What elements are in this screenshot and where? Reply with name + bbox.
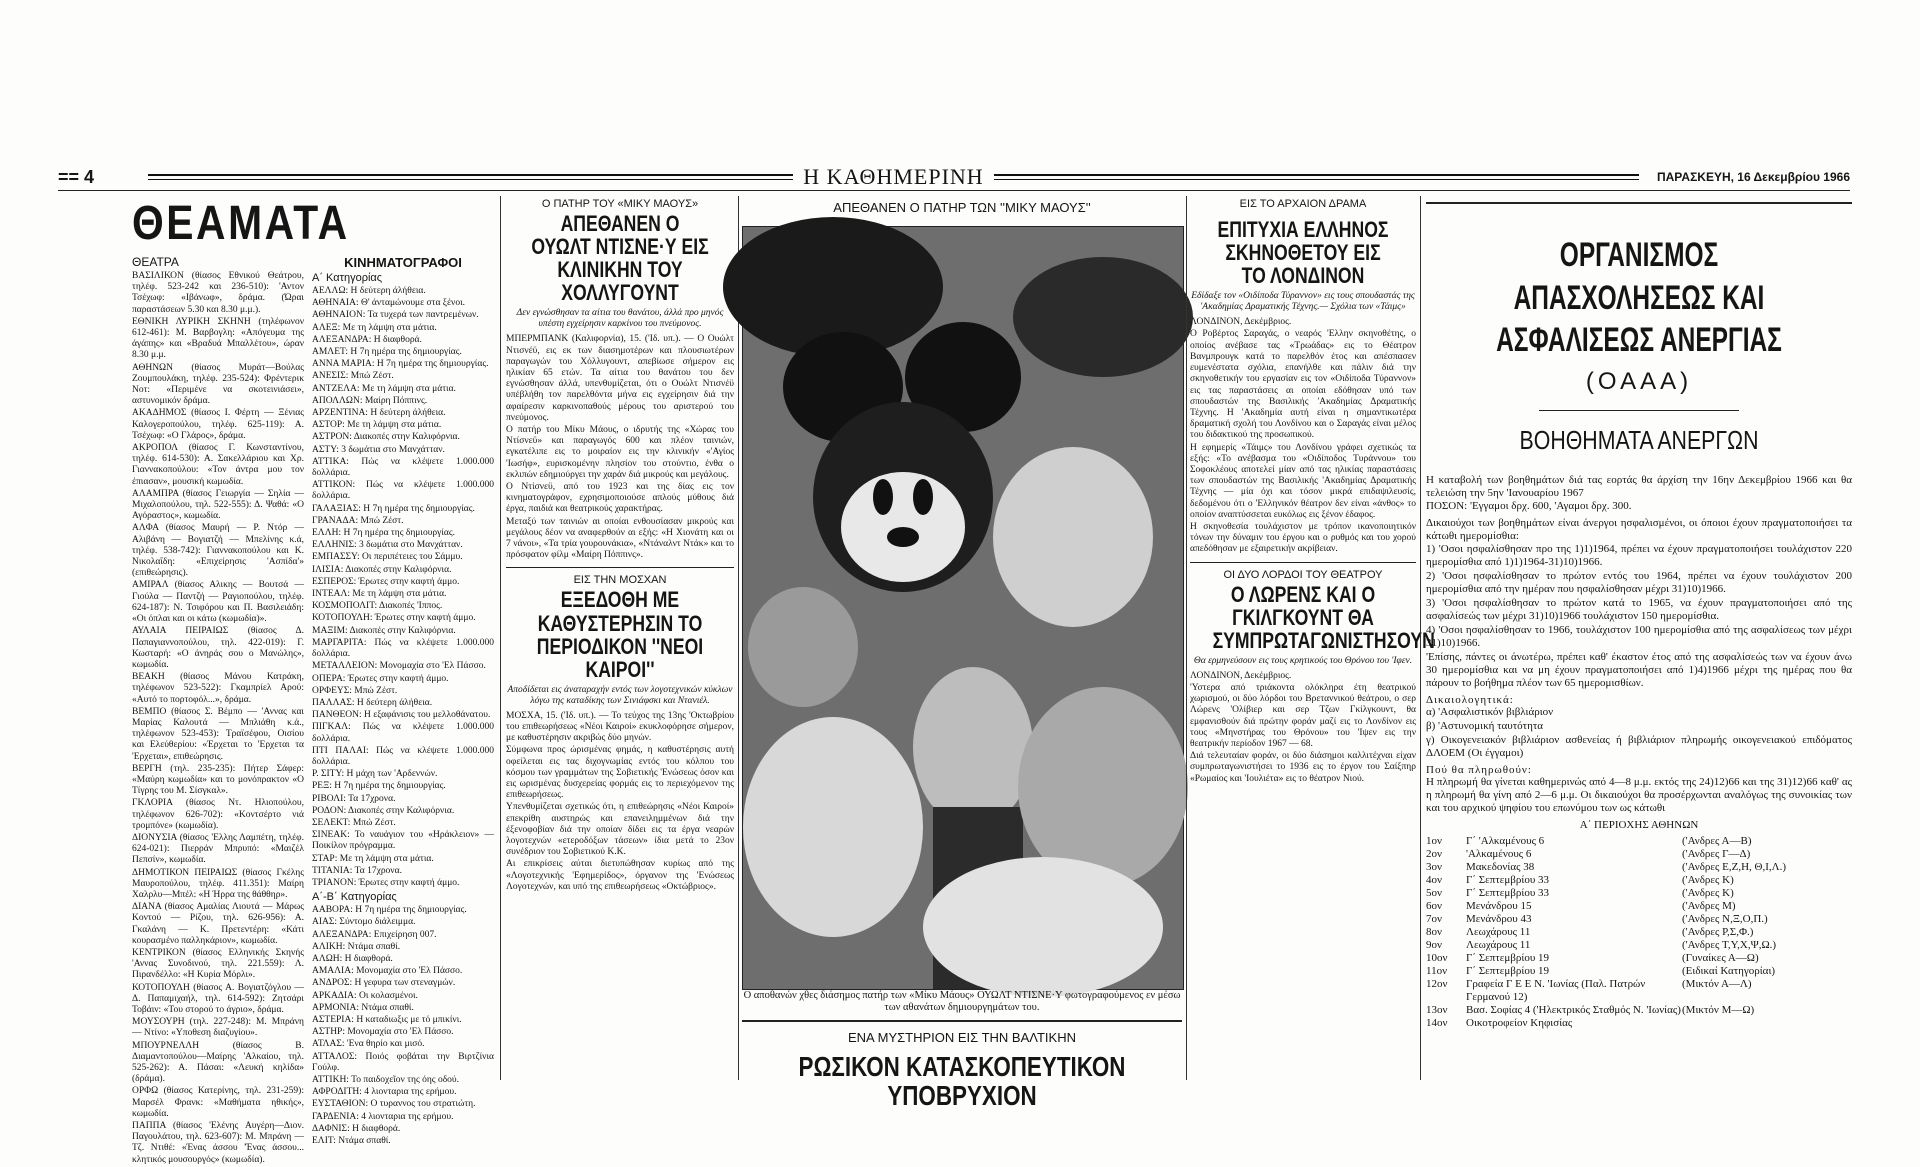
oaaa-condition: 2) 'Οσοι ησφαλίσθησαν το πρώτον εντός του 1964, πρέπει να έχουν τουλάχιστον 200 ημερομίσθια από την ημέραν που ησφαλίσθησαν μέχρι 31)10)1966.: [1426, 569, 1852, 595]
theatre-listing: ΠΑΠΠΑ (θίασος 'Ελένης Αυγέρη—Διον. Παγουλάτου, τηλ. 623-607): Μ. Μπράνη — Τζ. Ντιθέ: «Ένας άσσου 'Ένας άσσου... κλητικός μουσουργός» (κωμωδία).: [132, 1121, 304, 1165]
theatre-listing: ΒΕΑΚΗ (θίασος Μάνου Κατράκη, τηλέφωνον 523-522): Γκαμπρίελ Αρού: «Αυτό το πορτοφόλ...», δράμα.: [132, 672, 304, 705]
theatre-listing: ΑΚΑΔΗΜΟΣ (θίασος Ι. Φέρτη — Ξένιας Καλογεροπούλου, τηλέφ. 625-119): Α. Τσέχωφ: «Ο Γλάρος», δράμα.: [132, 408, 304, 441]
cinema-listing: ΙΛΙΣΙΑ: Διακοπές στην Καλιφόρνια.: [312, 564, 452, 575]
cinema-listing: ΑΜΛΕΤ: Η 7η ημέρα της δημιουργίας.: [312, 347, 462, 358]
cinema-listing: ΑΕΛΛΩ: Η δεύτερη άλήθεια.: [312, 286, 426, 296]
table-cell: 12ον: [1426, 977, 1448, 990]
theatre-header: ΘΕΑΤΡΑ: [132, 255, 179, 269]
cinema-listing: ΑΙΑΣ: Σύντομο διάλειμμα.: [312, 917, 416, 928]
table-cell: (Γυναίκες Α—Ω): [1682, 951, 1759, 964]
oaaa-notice: [1426, 202, 1852, 1080]
cinema-listing: ΑΛΕΞΑΝΔΡΑ: Επιχείρηση 007.: [312, 929, 437, 940]
cinema-listing: ΡΙΒΟΛΙ: Τα 17χρονα.: [312, 793, 396, 804]
table-cell: (Ειδικαί Κατηγορίαι): [1682, 964, 1776, 977]
cinema-listing: ΑΜΑΛΙΑ: Μονομαχία στο 'Ελ Πάσσο.: [312, 966, 463, 977]
theatre-listing: ΑΛΑΜΠΡΑ (θίασος Γειωργία — Σηλία — Μιχαλοπούλου, τηλ. 522-555): Δ. Ψαθά: «Ο Αγόραστος», κωμωδία.: [132, 488, 304, 522]
cinema-listing: ΑΛΩΗ: Η διαφθορά.: [312, 953, 393, 964]
disney-kicker: Ο ΠΑΤΗΡ ΤΟΥ «ΜΙΚΥ ΜΑΟΥΣ»: [541, 198, 699, 210]
cinema-listing: ΠΑΝΘΕΟΝ: Η εξαφάνισις του μελλοθάνατου.: [312, 710, 491, 721]
article-paragraph: ΜΟΣΧΑ, 15. ('Ιδ. υπ.). — Το τεύχος της 13ης 'Οκτωβρίου του επιθεωρήσεως «Νέοι Καιροί» εκυκλοφόρησε σήμερον, με καθυστέρησιν ακριβώς δύο μηνών.: [506, 710, 734, 744]
table-row: [1426, 939, 1852, 952]
cinema-listing: ΣΙΝΕΑΚ: Το ναυάγιον του «Ηράκλειον» — Ποικίλον πρόγραμμα.: [312, 830, 494, 852]
theamata-title: ΘΕΑΜΑΤΑ: [132, 197, 350, 250]
cinema-listing: ΑΠΟΛΛΩΝ: Μαίρη Πόππινς.: [312, 395, 428, 406]
oaaa-title: ΟΡΓΑΝΙΣΜΟΣ ΑΠΑΣΧΟΛΗΣΕΩΣ ΚΑΙ ΑΣΦΑΛΙΣΕΩΣ ΑΝΕΡΓΙΑΣ: [1496, 236, 1782, 359]
theatre-listing: ΜΟΥΣΟΥΡΗ (τηλ. 227-248): Μ. Μπράνη — Ντίνο: «Υποθεση διαζυγίου».: [132, 1017, 304, 1039]
moscow-body: [506, 711, 734, 893]
cinema-listing: ΙΝΤΕΑΛ: Με τη λάμψη στα μάτια.: [312, 589, 447, 600]
table-cell: Λεωχάρους 11: [1466, 938, 1531, 951]
cinema-listing: ΡΟΔΟΝ: Διακοπές στην Καλιφόρνια.: [312, 805, 455, 816]
table-row: [1426, 874, 1852, 887]
table-cell: [1682, 1017, 1852, 1030]
table-row: [1426, 835, 1852, 848]
table-cell: Γ΄ Σεπτεμβρίου 33: [1466, 873, 1550, 886]
cinema-listing: ΤΙΤΑΝΙΑ: Τα 17χρονα.: [312, 865, 402, 876]
oaaa-docs: [1426, 706, 1852, 760]
cinema-listing: ΑΝΝΑ ΜΑΡΙΑ: Η 7η ημέρα της δημιουργίας.: [312, 359, 489, 370]
lords-kicker: ΟΙ ΔΥΟ ΛΟΡΔΟΙ ΤΟΥ ΘΕΑΤΡΟΥ: [1223, 568, 1383, 581]
cinema-listing: ΑΝΔΡΟΣ: Η γεφυρα των στεναγμών.: [312, 978, 456, 989]
column-divider: [738, 196, 739, 1080]
cinema-category-a: Α΄ Κατηγορίας: [312, 272, 383, 284]
table-cell: 'Αλκαμένους 6: [1466, 847, 1532, 860]
article-paragraph: ΜΠΕΡΜΠΑΝΚ (Καλιφορνία), 15. ('Ιδ. υπ.). — Ο Ουώλτ Ντισνέϋ, εις εκ των διασημοτέρων και πλουσιωτέρων παραγωγών του Χόλλυγουντ, απεβίωσε σήμερον εις ηλικίαν 65 ετών. Τα αίτια του θανάτου του δεν εγνώσθησαν άλλά, υπενθυμίζεται, ότι ο Ουώλτ Ντισνέϋ υπέβλήθη τον παρελθόντα μήνα εις εγχείρησιν διά την αφαίρεσιν καρκινοπαθούς μέρους του αριστερού του πνεύμονος.: [506, 334, 734, 423]
cinema-listing: ΟΡΦΕΥΣ: Μπώ Ζέστ.: [312, 685, 398, 696]
cinema-listing: ΕΛΛΗ: Η 7η ημέρα της δημιουργίας.: [312, 528, 456, 539]
oaaa-payment-table: [1426, 835, 1852, 1030]
table-cell: ('Ανδρες Ρ,Σ,Φ.): [1682, 925, 1754, 938]
article-paragraph: 'Υστερα από τριάκοντα ολόκληρα έτη θεατρικού χωρισμού, οι δύο λόρδοι του Βρεταννικού θεάτρου, ο σερ Λώρενς 'Ολίβιερ και σερ Τζων Γκίλγκουντ, θα εμφανισθούν διά πρώτην φοράν μαζί εις το Λονδίνον εις τους «Μηνστήρας του Θρόνου» του 'Ιψεν εις την θεατρικήν περίοδον 1967 — 68.: [1190, 683, 1416, 750]
cinema-listing: ΑΣΤΟΡ: Με τη λάμψη στα μάτια.: [312, 420, 442, 431]
baltic-headline: ΡΩΣΙΚΟΝ ΚΑΤΑΣΚΟΠΕΥΤΙΚΟΝ ΥΠΟΒΡΥΧΙΟΝ: [798, 1051, 1126, 1112]
table-cell: ('Ανδρες Τ,Υ,Χ,Ψ,Ω.): [1682, 938, 1777, 951]
cinema-listing: ΔΑΦΝΙΣ: Η διαφθορά.: [312, 1123, 401, 1134]
article-paragraph: Ο Ντίσνεϋ, από του 1923 και της δίας εις τον κινηματογράφον, εχρησιμοποιούσε απλούς μύθους διά έργα, παιδιά και θεατρικούς χαρακτήρας.: [506, 482, 734, 515]
cinema-column: [312, 253, 494, 1167]
cinema-listing: ΟΠΕΡΑ: Έρωτες στην καφτή άμμο.: [312, 673, 449, 684]
cinema-ab-listings: [312, 905, 494, 1147]
table-cell: 14ον: [1426, 1016, 1448, 1029]
cinema-listing: ΜΑΞΙΜ: Διακοπές στην Καλιφόρνια.: [312, 625, 456, 636]
column-divider: [500, 196, 501, 1080]
table-cell: Οικοτροφείον Κηφισίας: [1466, 1016, 1573, 1029]
cinema-listing: ΕΣΠΕΡΟΣ: Έρωτες στην καφτή άμμο.: [312, 576, 460, 587]
table-cell: ('Ανδρες Γ—Δ): [1682, 847, 1751, 860]
cinema-listing: ΑΛΕΞ: Με τη λάμψη στα μάτια.: [312, 322, 437, 333]
article-paragraph: Ο Ροβέρτος Σαραγάς, ο νεαρός 'Ελλην σκηνοθέτης, ο οποίος ανέβασε τας «Τρωάδας» εις το Θέατρον Βανμπρουγκ κατά το παρελθόν έτος και απέσπασεν ευμενέστατα σχόλια, επανήλθε και πάλιν διά την σκηνοθετικήν του εργασίαν εις τον «Οιδίποδα Τύραννον» εις τας παραστάσεις αι οποίαι εδόθησαν υπό των σπουδαστών της Βασιλικής 'Ακαδημίας Δραματικής Τέχνης. Η 'Ακαδημία αυτή είναι η σημαντικωτέρα δραματική σχολή του Λονδίνου και ο Σαραγάς είναι μέλος του διδακτικού της προσωπικού.: [1190, 329, 1416, 441]
theamata-section: [132, 196, 494, 1165]
table-cell: 9ον: [1426, 938, 1442, 951]
cinema-listing: ΡΕΞ: Η 7η ημέρα της δημιουργίας.: [312, 781, 446, 792]
masthead: [58, 166, 1850, 188]
oaaa-document: β) 'Αστυνομική ταυτότητα: [1426, 719, 1544, 732]
theatre-listing: ΑΘΗΝΩΝ (θίασος Μυράτ—Βούλας Ζουμπουλάκη, τηλέφ. 235-524): Φρέντερικ Νοτ: «Περιμένε να σκοτεινιάσει», αστυνομικόν δράμα.: [132, 362, 304, 407]
cinema-listing: ΠΑΛΛΑΣ: Η δεύτερη άλήθεια.: [312, 697, 433, 708]
table-row: [1426, 913, 1852, 926]
cinema-a-listings: [312, 286, 494, 889]
oaaa-eligibility: Δικαιούχοι των βοηθημάτων είναι άνεργοι ησφαλισμένοι, οι όποιοι έχουν πραγματοποιήσει τα κάτωθι ημερομίσθια:: [1426, 516, 1852, 542]
article-paragraph: ΛΟΝΔΙΝΟΝ, Δεκέμβριος.: [1190, 317, 1292, 328]
article-paragraph: Διά τελευταίαν φοράν, οι δύο διάσημοι καλλιτέχναι είχαν συμπρωταγωνιστήσει το 1936 εις το έργον του Σαίξπηρ «Ρωμαίος και 'Ιουλιέτα» εις το θέατρον Νιού.: [1190, 751, 1416, 784]
table-cell: Λεωχάρους 11: [1466, 925, 1531, 938]
article-paragraph: Αι επικρίσεις αύται διετυπώθησαν κυρίως από της «Λογοτεχνικής 'Εφημερίδος», όργανον της 'Ενώσεως Λογοτεχνών, και υπό της επιθεωρήσεως «Οκτώβριος».: [506, 859, 734, 892]
theatre-listing: ΑΛΦΑ (θίασος Μαυρή — Ρ. Ντόρ — Αλιβάνη — Βογιατζή — Μπελίνης κ.ά, τηλέφ. 538-742): Γιαννακοπούλου και Κ. Νικολαΐδη: «Επιχείρησις 'Ασπίδα'» (επιθεώρησις).: [132, 523, 304, 579]
cinema-listing: ΕΛΙΤ: Ντάμα σπαθί.: [312, 1136, 391, 1147]
table-cell: 10ον: [1426, 951, 1448, 964]
table-cell: 11ον: [1426, 964, 1448, 977]
article-paragraph: Ο πατήρ του Μίκυ Μάους, ο ιδρυτής της «Χώρας του Ντίσνεϋ» και παραγωγός 600 και πλέον ταινιών, εγκατέλιπε εις το μοιραίον εις την κλινικήν «'Αγίος 'Ιωσήφ», ευρισκομένην πλησίον του στούντιο, ένθα ο εκλιπών εδημιούργει την χαράν διά μικρούς και μεγάλους.: [506, 425, 734, 480]
theatre-listing: ΔΙΟΝΥΣΙΑ (θίασος 'Ελλης Λαμπέτη, τηλέφ. 624-021): Πιερράν Μπρυπό: «Μαιζέλ Πεπσίν», κωμωδία.: [132, 832, 304, 866]
page-number: == 4: [58, 166, 95, 187]
table-cell: 13ον: [1426, 1003, 1448, 1016]
table-cell: 4ον: [1426, 873, 1442, 886]
cinema-listing: ΑΣΤΥ: 3 δωμάτια στο Μανχάτταν.: [312, 444, 445, 455]
column-divider: [1420, 196, 1421, 1080]
oaaa-subtitle: ΒΟΗΘΗΜΑΤΑ ΑΝΕΡΓΩΝ: [1519, 424, 1759, 455]
disney-body: [506, 334, 734, 561]
table-cell: Βασ. Σοφίας 4 ('Ηλεκτρικός Σταθμός Ν. 'Ιωνίας): [1466, 1003, 1681, 1016]
drama-lede: Εδίδαξε τον «Οιδίποδα Τύραννον» εις τους σπουδαστάς της 'Ακαδημίας Δραματικής Τέχνης.— Σχόλια των «Τάιμς»: [1191, 291, 1415, 313]
oaaa-where-header: Πού θα πληρωθούν:: [1426, 763, 1532, 776]
cinema-category-ab: Α΄-Β΄ Κατηγορίας: [312, 891, 397, 904]
cinema-listing: ΑΡΜΟΝΙΑ: Ντάμα σπαθί.: [312, 1002, 414, 1013]
article-paragraph: Σύμφωνα προς ώρισμένας φημάς, η καθυστέρησις αυτή οφείλεται εις τας διχογνωμίας εντός του κόλπου του κόσμου των γραμμάτων της Σοβιετικής 'Ενώσεως όσον και εις ωρισμένας δυσχερείας φορμάς εις το περιεχόμενον της επιθεωρήσεως.: [506, 745, 734, 801]
theatre-listing: ΔΙΑΝΑ (θίασος Αμαλίας Λιουτά — Μάρως Κοντού — Ρίζου, τηλ. 626-956): Α. Γκαλάνη — Κ. Πρετεντέρη: «Κάτι κουρασμένο παλληκάριον», κωμωδία.: [132, 902, 304, 946]
cinema-listing: ΑΣΤΕΡΙΑ: Η καταδιωξις με τό μπικίνι.: [312, 1014, 462, 1025]
theatre-listing: ΚΕΝΤΡΙΚΟΝ (θίασος Ελληνικής Σκηνής 'Αννας Συνοδινού, τηλ. 221.559): Λ. Πιρανδέλλο: «Η Κυρία Μόρλι».: [132, 947, 304, 981]
photo-caption: Ο αποθανών χθες διάσημος πατήρ των «Μίκυ Μάους» ΟΥΩΛΤ ΝΤΙΣΝΕ·Υ φωτογραφούμενος εν μέσω των αθανάτων δημιουργημάτων του.: [743, 990, 1181, 1013]
table-row: [1426, 900, 1852, 913]
table-cell: 5ον: [1426, 886, 1442, 899]
theatre-column: [132, 253, 304, 1167]
column-divider: [1186, 196, 1187, 1080]
disney-article: [506, 196, 734, 1080]
cinema-listing: ΑΤΤΙΚΑ: Πώς να κλέψετε 1.000.000 δολλάρια.: [312, 456, 494, 479]
table-row: [1426, 926, 1852, 939]
cinema-listing: ΑΣΤΗΡ: Μονομαχία στο 'Ελ Πάσσο.: [312, 1027, 454, 1038]
drama-headline: ΕΠΙΤΥΧΙΑ ΕΛΛΗΝΟΣ ΣΚΗΝΟΘΕΤΟΥ ΕΙΣ ΤΟ ΛΟΝΔΙΝΟΝ: [1217, 217, 1389, 289]
table-cell: 3ον: [1426, 860, 1442, 873]
table-cell: ('Ανδρες Κ): [1682, 886, 1734, 899]
disney-photo: [742, 226, 1184, 990]
masthead-rule-left: [148, 174, 793, 180]
table-cell: ('Ανδρες Ν,Ξ,Ο,Π.): [1682, 912, 1768, 925]
oaaa-condition: 1) 'Οσοι ησφαλίσθησαν προ της 1)1)1964, πρέπει να έχουν πραγματοποιήσει τουλάχιστον 220 ημερομίσθια από 1)1)1964-31)10)1966.: [1426, 542, 1852, 568]
cinema-listing: ΑΡΚΑΔΙΑ: Οι κολασμένοι.: [312, 990, 418, 1001]
cinema-listing: ΜΑΡΓΑΡΙΤΑ: Πώς να κλέψετε 1.000.000 δολλάρια.: [312, 637, 494, 660]
cinema-listing: ΕΛΛΗΝΙΣ: 3 δωμάτια στο Μανχάτταν.: [312, 540, 463, 551]
cinema-listing: ΣΕΛΕΚΤ: Μπώ Ζέστ.: [312, 817, 396, 828]
oaaa-docs-header: Δικαιολογητικά:: [1426, 693, 1514, 706]
cinema-listing: ΑΝΕΣΙΣ: Μπώ Ζέστ.: [312, 371, 394, 382]
theatre-listing: ΔΗΜΟΤΙΚΟΝ ΠΕΙΡΑΙΩΣ (θίασος Γκέλης Μαυροπούλου, τηλέφ. 411.351): Μαίρη Χαλρλυ—Μπέλ: «Η Ήρρα της θάθθηρ».: [132, 867, 304, 900]
table-cell: Γραφεία Γ Ε Ε Ν. 'Ιωνίας (Παλ. Πατρών Γερμανού 12): [1466, 977, 1646, 1003]
cinema-listing: ΚΟΤΟΠΟΥΛΗ: Έρωτες στην καφτή άμμο.: [312, 613, 476, 624]
cinema-listing: ΤΡΙΑΝΟΝ: Έρωτες στην καφτή άμμο.: [312, 877, 460, 888]
lords-headline: Ο ΛΩΡΕΝΣ ΚΑΙ Ο ΓΚΙΛΓΚΟΥΝΤ ΘΑ ΣΥΜΠΡΩΤΑΓΩΝΙΣΤΗΣΟΥΝ: [1212, 581, 1435, 653]
cinema-listing: ΚΟΣΜΟΠΟΛΙΤ: Διακοπές 'Ιππος.: [312, 601, 443, 612]
table-cell: Μενάνδρου 15: [1466, 899, 1532, 912]
table-row: [1426, 887, 1852, 900]
cinema-listing: ΑΘΗΝΑΙΟΝ: Τα τυχερά των παντρεμένων.: [312, 310, 479, 321]
table-cell: (Μικτόν Μ—Ω): [1682, 1003, 1755, 1016]
table-cell: 6ον: [1426, 899, 1442, 912]
theatre-listing: ΒΕΜΠΟ (θίασος Σ. Βέμπο — 'Αννας και Μαρίας Καλουτά — Μπλιάθη κ.ά., τηλέφωνον 523-453): Τραϊσέφου, Οισίου και Ελεύθερίου: «Έρχεται το 'Ερχεται τα 'Ερχεται», επιθεώρησις.: [132, 706, 304, 762]
table-cell: 1ον: [1426, 834, 1442, 847]
paper-name: Η ΚΑΘΗΜΕΡΙΝΗ: [803, 164, 984, 189]
cinema-listing: ΜΕΤΑΛΛΕΙΟΝ: Μονομαχία στο 'Ελ Πάσσο.: [312, 661, 486, 672]
cinema-listing: ΠΙΓΚΑΛ: Πώς να κλέψετε 1.000.000 δολλάρια.: [312, 722, 494, 744]
article-paragraph: Η εφημερίς «Τάιμς» του Λονδίνου γράφει σχετικώς τα εξής: «Το ανέβασμα του «Οιδίποδος Τυράννου» του Σοφοκλέους αποτελεί μίαν από τας ηλικίας παραστάσεις των σπουδαστών της Βασιλικής 'Ακαδημίας Δραματικής Τέχνης — μία όχι και τόσον μικρά επιδαψιλευσίς, δεδομένου ότι ο 'Ελληνικόν θέατρον δεν είναι «άνθος» το οποίον αναπτύσσεται ευκόλως εις ξένον έδαφος.: [1190, 442, 1416, 520]
cinema-listing: ΑΡΖΕΝΤΙΝΑ: Η δεύτερη άλήθεια.: [312, 408, 446, 419]
drama-kicker: ΕΙΣ ΤΟ ΑΡΧΑΙΟΝ ΔΡΑΜΑ: [1239, 198, 1367, 210]
moscow-headline: ΕΞΕΔΟΘΗ ΜΕ ΚΑΘΥΣΤΕΡΗΣΙΝ ΤΟ ΠΕΡΙΟΔΙΚΟΝ ''ΝΕΟΙ ΚΑΙΡΟΙ'': [536, 587, 704, 682]
oaaa-condition: 4) 'Οσοι ησφαλίσθησαν το 1966, τουλάχιστον 100 ημερομίσθια από της ασφαλίσεως των μέχρι 31)10)1966.: [1426, 623, 1852, 649]
cinema-header: ΚΙΝΗΜΑΤΟΓΡΑΦΟΙ: [344, 255, 462, 270]
table-cell: 2ον: [1426, 847, 1442, 860]
theatre-listing: ΟΡΦΩ (θίασος Κατερίνης, τηλ. 231-259): Μαρσέλ Φρανκ: «Μαθήματα ηθικής», κωμωδία.: [132, 1086, 304, 1119]
masthead-rule-right: [994, 174, 1639, 180]
table-cell: ('Ανδρες Α—Β): [1682, 834, 1752, 847]
table-cell: Γ΄ Σεπτεμβρίου 33: [1466, 886, 1550, 899]
issue-date: ΠΑΡΑΣΚΕΥΗ, 16 Δεκεμβρίου 1966: [1656, 170, 1850, 184]
lords-body: [1190, 671, 1416, 785]
article-paragraph: Μεταξύ των ταινιών αι οποίαι ενθουσίασαν μικρούς και μεγάλους δέον να αναφερθούν αι εξής: «Η Χιονάτη και οι 7 νάνοι», «Τα τρία γουρουνάκια», «Ντάναλντ Ντάκ» και το πρόσφατον φίλμ «Μαίρη Πόππινς».: [506, 516, 734, 561]
article-paragraph: Υπενθυμίζεται σχετικώς ότι, η επιθεώρησις «Νέοι Καιροί» επεκρίθη αυστηρώς και επανειλημμένων διά την έξενοφοβίαν διά την οποίαν δίδει εις τα έργα νεαρών λογοτεχνών «ετεροδόξων τάσεων» ίδια μετά το 23ον συνέδριον του Σοβιετικού Κ.Κ.: [506, 802, 734, 858]
table-cell: Γ΄ 'Αλκαμένους 6: [1466, 834, 1545, 847]
oaaa-document: α) 'Ασφαλιστικόν βιβλιάριον: [1426, 705, 1554, 718]
oaaa-condition: 3) 'Οσοι ησφαλίσθησαν το πρώτον κατά το 1965, να έχουν πραγματοποιήσει από της ασφαλίσεώς των μέχρι 31)10)1966 τουλάχιστον 150 ημερομίσθια.: [1426, 596, 1852, 622]
table-cell: Μενάνδρου 43: [1466, 912, 1532, 925]
table-cell: ('Ανδρες Μ): [1682, 899, 1736, 912]
cinema-listing: ΠΤΙ ΠΑΛΑΙ: Πώς να κλέψετε 1.000.000 δολλάρια.: [312, 745, 494, 767]
table-row: [1426, 978, 1852, 1004]
table-row: [1426, 861, 1852, 874]
cinema-listing: ΑΤΤΙΚΗ: Το παιδοχεῖον της όης οδού.: [312, 1075, 459, 1085]
table-row: [1426, 952, 1852, 965]
theatre-listing: ΑΜΙΡΑΛ (θίασος Αλικης — Βουτσά — Γιούλα — Παντζή — Ραγιοπούλου, τηλέφ. 624-187): Ν. Τσιφόρου και Π. Βασιλειάδη: «Οι όπλαι και οι κάτω (κωμωδία)».: [132, 580, 304, 625]
table-cell: 8ον: [1426, 925, 1442, 938]
photo-kicker: ΑΠΕΘΑΝΕΝ Ο ΠΑΤΗΡ ΤΩΝ ''ΜΙΚΥ ΜΑΟΥΣ'': [833, 200, 1091, 215]
cinema-listing: Ρ. ΣΙΤΥ: Η μάχη των 'Αρδεννών.: [312, 769, 438, 780]
theatre-listing: ΑΥΛΑΙΑ ΠΕΙΡΑΙΩΣ (θίασος Δ. Παπαγιαννοπούλου, τηλ. 422-019): Γ. Κωσταρή: «Ο άνηράς σου ο Μανώλης», κωμωδία.: [132, 626, 304, 670]
cinema-listing: ΑΣΤΡΟΝ: Διακοπές στην Καλιφόρνια.: [312, 432, 460, 443]
theatre-listing: ΚΟΤΟΠΟΥΛΗ (θίασος Α. Βογιατζόγλου — Δ. Παπαμιχαήλ, τηλ. 614-592): Ζητσάρι Τοβάιν: «Του στορού το άγριο», δράμα.: [132, 982, 304, 1015]
oaaa-abbr: (ΟΑΑΑ): [1585, 367, 1693, 395]
table-cell: (Μικτόν Α—Λ): [1682, 977, 1752, 990]
moscow-lede: Αποδίδεται εις άναταραχήν εντός των λογοτεχνικών κύκλων λόγω της καταδίκης των Σινιάφσκι και Ντανιέλ.: [507, 684, 733, 706]
article-paragraph: ΛΟΝΔΙΝΟΝ, Δεκέμβριος.: [1190, 670, 1292, 681]
article-paragraph: Η σκηνοθεσία τουλάχιστον με τρόπον ικανοποιητικόν τόνων την δύναμιν του έργου και ο ρυθμός και του χορού απεδόθησαν με εξαιρετικήν ακρίβειαν.: [1190, 521, 1416, 555]
cinema-listing: ΕΜΠΑΣΣΥ: Οι περιπέτειες του Σάμμυ.: [312, 552, 463, 563]
cinema-listing: ΑΑΒΟΡΑ: Η 7η ημέρα της δημιουργίας.: [312, 905, 467, 916]
oaaa-amount: ΠΟΣΟΝ: 'Εγγαμοι δρχ. 600, 'Αγαμοι δρχ. 300.: [1426, 499, 1632, 512]
oaaa-conditions: [1426, 543, 1852, 690]
cinema-listing: ΑΝΤΖΕΛΑ: Με τη λάμψη στα μάτια.: [312, 383, 456, 394]
table-cell: Μακεδονίας 38: [1466, 860, 1535, 873]
cinema-listing: ΑΤΛΑΣ: 'Ενα θηρίο και μισό.: [312, 1039, 425, 1050]
cinema-listing: ΑΤΤΑΛΟΣ: Ποιός φοβάται την Βιρτζίνια Γούλφ.: [312, 1051, 494, 1073]
theatre-listing: ΕΘΝΙΚΗ ΛΥΡΙΚΗ ΣΚΗΝΗ (τηλέφωνον 612-461): Μ. Βαρβογλη: «Απόγευμα της άγάπης» και «Βραδυά Μπαλλέτου», ώραν 8.30 μ.μ.: [132, 316, 304, 361]
theatre-listing: ΜΠΟΥΡΝΕΛΛΗ (θίασος Β. Διαμαντοπούλου—Μαίρης 'Αλκαίου, τηλ. 525-262): Α. Πάσαι: «Λευκή κηλίδα» (δράμα).: [132, 1040, 304, 1085]
table-row: [1426, 1004, 1852, 1017]
drama-body: [1190, 317, 1416, 555]
table-cell: 7ον: [1426, 912, 1442, 925]
lords-lede: Θα ερμηνεύσουν εις τους κρητικούς του Θρόνου του 'Ιφεν.: [1193, 655, 1413, 666]
table-row: [1426, 965, 1852, 978]
cinema-listing: ΓΑΛΑΞΙΑΣ: Η 7η ημέρα της δημιουργίας.: [312, 503, 475, 514]
cinema-listing: ΑΦΡΟΔΙΤΗ: 4 λιονταρια της ερήμου.: [312, 1087, 457, 1098]
table-cell: Γ΄ Σεπτεμβρίου 19: [1466, 964, 1550, 977]
theatre-listings: [132, 271, 304, 1166]
theatre-listing: ΓΚΛΟΡΙΑ (θίασος Ντ. Ηλιοπούλου, τηλέφωνον 626-702): «Κοντσέρτο νιά τρομπόνε» (κωμωδία).: [132, 798, 304, 831]
disney-lede: Δεν εγνώσθησαν τα αίτια του θανάτου, άλλά προ μηνός υπέστη εγχείρησιν καρκίνου του πνεύμονος.: [516, 308, 724, 330]
cinema-listing: ΓΑΡΔΕΝΙΑ: 4 λιονταρια της ερήμου.: [312, 1111, 454, 1122]
moscow-kicker: ΕΙΣ ΤΗΝ ΜΟΣΧΑΝ: [573, 574, 667, 587]
table-cell: ('Ανδρες Ε,Ζ,Η, Θ,Ι,Λ.): [1682, 860, 1787, 873]
baltic-kicker: ΕΝΑ ΜΥΣΤΗΡΙΟΝ ΕΙΣ ΤΗΝ ΒΑΛΤΙΚΗΝ: [848, 1030, 1076, 1045]
table-row: [1426, 1017, 1852, 1030]
table-cell: Γ΄ Σεπτεμβρίου 19: [1466, 951, 1550, 964]
oaaa-where-text: Η πληρωμή θα γίνεται καθημερινώς από 4—8 μ.μ. εκτός της 24)12)66 και της 31)12)66 καθ' ας η πληρωμή θα γίνη από 2—6 μ.μ. Οι δικαιούχοι θα προσέρχωνται αναλόγως της συνοικίας των και του αρχικού ψηφίου του επωνύμου των ως κάτωθι: [1426, 775, 1852, 814]
cinema-listing: ΑΛΕΞΑΝΔΡΑ: Η διαφθορά.: [312, 334, 422, 345]
theatre-listing: ΒΑΣΙΛΙΚΟΝ (θίασος Εθνικού Θεάτρου, τηλέφ. 523-242 και 236-510): 'Αντον Τσέχωφ: «Ιβάνωφ», δράμα. (Ώραι παραστάσεων 5.30 και 8.30 μ.μ.).: [132, 271, 304, 315]
cinema-listing: ΑΤΤΙΚΟΝ: Πώς να κλέψετε 1.000.000 δολλάρια.: [312, 480, 494, 502]
oaaa-area-header: Α΄ ΠΕΡΙΟΧΗΣ ΑΘΗΝΩΝ: [1579, 818, 1699, 831]
oaaa-condition: 'Επίσης, πάντες οι άνωτέρω, πρέπει καθ' έκαστον έτος από της ασφαλίσεώς των να έχουν άνω 30 ημερομίσθια και να μη έχουν πραγματοποιήσει από 1)4)1966 μέχρι της ημέρας που θα πάρουν το βοήθημα πλέον των 65 ημερομισθίων.: [1426, 650, 1852, 689]
cinema-listing: ΑΛΙΚΗ: Ντάμα σπαθί.: [312, 941, 401, 952]
top-rule: [58, 190, 1850, 191]
disney-photo-image: [743, 227, 1183, 989]
cinema-listing: ΣΤΑΡ: Με τη λάμψη στα μάτια.: [312, 853, 434, 864]
theatre-listing: ΑΚΡΟΠΟΛ (θίασος Γ. Κωνσταντίνου, τηλέφ. 614-530): Α. Σακελλάριου και Χρ. Γιαννακοπούλου: «Τον άντρα μου τον έπιασαν», μουσική κωμωδία.: [132, 443, 304, 487]
oaaa-document: γ) Οικογενειακόν βιβλιάριον ασθενείας ή βιβλιάριον πληρωμής οικογενειακού επιδόματος ΔΛΟΕΜ (Οι έγγαμοι): [1426, 733, 1852, 759]
theatre-listing: ΒΕΡΓΗ (τηλ. 235-235): Πήτερ Σάφερ: «Μαύρη κωμωδία» και το μονόπρακτον «Ο Τίγρης του Μ. Σίσγκαλ».: [132, 763, 304, 797]
cinema-listing: ΑΘΗΝΑΙΑ: Θ' άνταμώνουμε στα ξένοι.: [312, 298, 466, 309]
oaaa-intro: Η καταβολή των βοηθημάτων διά τας εορτάς θα άρχίση την 16ην Δεκεμβρίου 1966 και θα τελειώση την 5ην 'Ιανουαρίου 1967: [1426, 473, 1852, 499]
table-row: [1426, 848, 1852, 861]
disney-headline: ΑΠΕΘΑΝΕΝ Ο ΟΥΩΛΤ ΝΤΙΣΝΕ·Υ ΕΙΣ ΚΛΙΝΙΚΗΝ ΤΟΥ ΧΟΛΛΥΓΟΥΝΤ: [531, 211, 709, 306]
table-cell: ('Ανδρες Κ): [1682, 873, 1734, 886]
cinema-listing: ΓΡΑΝΑΔΑ: Μπώ Ζέστ.: [312, 515, 404, 526]
cinema-listing: ΕΥΣΤΑΘΙΟΝ: Ο τυραννος του στρατιώτη.: [312, 1099, 476, 1110]
